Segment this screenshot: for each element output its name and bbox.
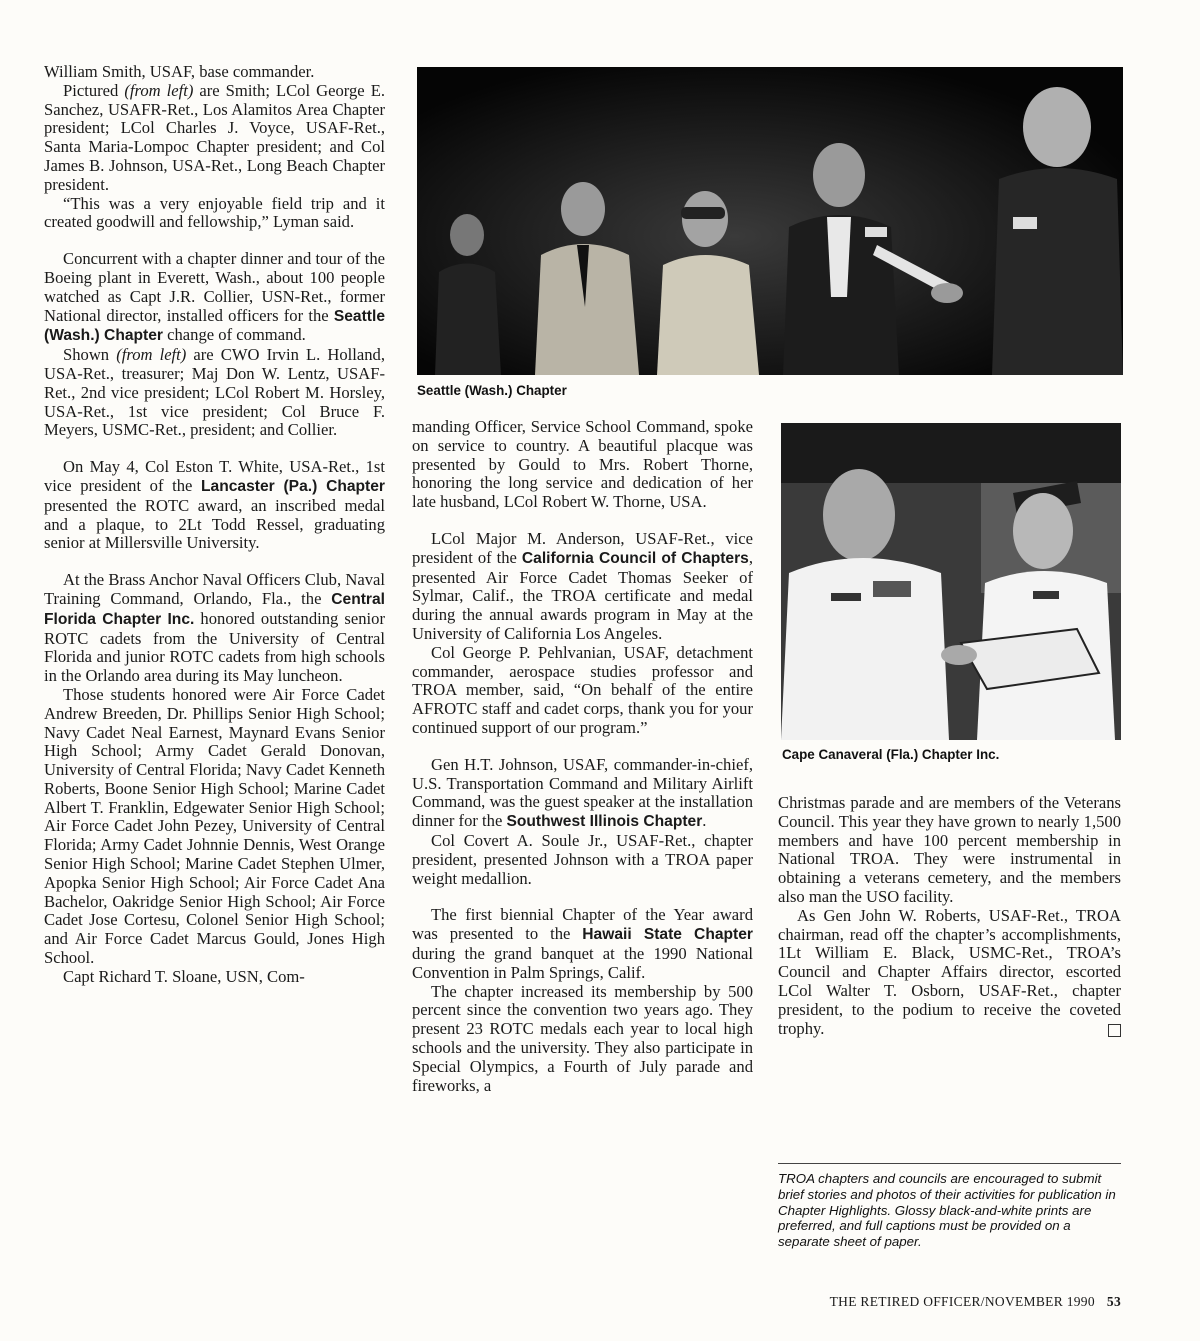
paragraph: Col Covert A. Soule Jr., USAF-Ret., chapter president, presented Johnson with a TROA paper weight medallion. bbox=[412, 830, 753, 888]
chapter-name: Seattle (Wash.) Chapter bbox=[44, 307, 385, 345]
paragraph: As Gen John W. Roberts, USAF-Ret., TROA chairman, read off the chapter’s accomplishments, 1Lt William E. Black, USMC-Ret., TROA’s Council and Chapter Affairs director, escorted LCol Walter T. Osborn, USAF-Ret., chapter president, to the podium to receive the coveted trophy. bbox=[778, 905, 1121, 1038]
seattle-chapter-photo bbox=[417, 67, 1123, 375]
paragraph: On May 4, Col Eston T. White, USA-Ret., 1st vice president of the Lancaster (Pa.) Chapter presented the ROTC award, an inscribed medal and a plaque, to 2Lt Todd Ressel, graduating senior at Millersville University. bbox=[44, 457, 385, 553]
paragraph: Pictured (from left) are Smith; LCol George E. Sanchez, USAFR-Ret., Los Alamitos Area Chapter president; LCol Charles J. Voyce, USAF-Ret., Santa Maria-Lompoc Chapter president; and Col James B. Johnson, USA-Ret., Long Beach Chapter president. bbox=[44, 80, 385, 194]
cape-photo-caption: Cape Canaveral (Fla.) Chapter Inc. bbox=[782, 747, 1000, 762]
chapter-name: Southwest Illinois Chapter bbox=[506, 813, 703, 831]
paragraph: William Smith, USAF, base commander. bbox=[44, 62, 315, 81]
article-column-2 bbox=[412, 418, 753, 1095]
paragraph: Col George P. Pehlvanian, USAF, detachment commander, aerospace studies professor and TROA member, said, “On behalf of the entire AFROTC staff and cadet corps, thank you for your continued support of our program.” bbox=[412, 642, 753, 737]
article-column-3 bbox=[778, 794, 1121, 1038]
page-number: 53 bbox=[1106, 1294, 1121, 1309]
cape-photo-illustration bbox=[781, 423, 1121, 740]
paragraph: Gen H.T. Johnson, USAF, commander-in-chief, U.S. Transportation Command and Military Airlift Command, was the guest speaker at the installation dinner for the Southwest Illinois Chapter. bbox=[412, 754, 753, 831]
paragraph: Christmas parade and are members of the Veterans Council. This year they have grown to nearly 1,500 members and have 100 percent membership in National TROA. They were instrumental in obtaining a veterans cemetery, and the members also man the USO facility. bbox=[778, 793, 1121, 906]
paragraph: Capt Richard T. Sloane, USN, Com- bbox=[63, 966, 305, 986]
page-footer bbox=[764, 1294, 1121, 1310]
seattle-photo-illustration bbox=[417, 67, 1123, 375]
article-column-1 bbox=[44, 63, 385, 987]
chapter-name: Lancaster (Pa.) Chapter bbox=[201, 477, 385, 495]
paragraph: Concurrent with a chapter dinner and tour of the Boeing plant in Everett, Wash., about 100 people watched as Capt J.R. Collier, USN-Ret., former National director, installed officers for the Seattle (Wash.) Chapter change of command. bbox=[44, 249, 385, 345]
chapter-name: Hawaii State Chapter bbox=[582, 926, 753, 944]
chapter-name: Central Florida Chapter Inc. bbox=[44, 590, 385, 628]
paragraph: The first biennial Chapter of the Year award was presented to the Hawaii State Chapter during the grand banquet at the 1990 National Convention in Palm Springs, Calif. bbox=[412, 905, 753, 982]
chapter-name: California Council of Chapters bbox=[521, 549, 749, 567]
paragraph: The chapter increased its membership by 500 percent since the convention two years ago. They present 23 ROTC medals each year to local high schools and the university. They also participate in Special Olympics, a Fourth of July parade and fireworks, a bbox=[412, 981, 753, 1095]
paragraph: manding Officer, Service School Command, spoke on service to country. A beautiful placque was presented by Gould to Mrs. Robert Thorne, honoring the long service and dedication of her late husband, LCol Robert W. Thorne, USA. bbox=[412, 417, 753, 512]
paragraph: LCol Major M. Anderson, USAF-Ret., vice president of the California Council of Chapters, presented Air Force Cadet Thomas Seeker of Sylmar, Calif., the TROA certificate and medal during the annual awards program in May at the University of California Los Angeles. bbox=[412, 528, 753, 643]
cape-canaveral-photo bbox=[781, 423, 1121, 740]
end-mark-icon bbox=[1108, 1024, 1121, 1037]
publication-line: THE RETIRED OFFICER/NOVEMBER 1990 bbox=[829, 1294, 1095, 1309]
paragraph: “This was a very enjoyable field trip and it created goodwill and fellowship,” Lyman said. bbox=[44, 193, 385, 232]
submission-note: TROA chapters and councils are encouraged to submit brief stories and photos of their activities for publication in Chapter Highlights. Glossy black-and-white prints are preferred, and full captions must be provided on a separate sheet of paper. bbox=[778, 1163, 1121, 1250]
paragraph: Those students honored were Air Force Cadet Andrew Breeden, Dr. Phillips Senior High School; Navy Cadet Neal Earnest, Maynard Evans Senior High School; Army Cadet Gerald Donovan, University of Central Florida; Navy Cadet Kenneth Roberts, Boone Senior High School; Marine Cadet Albert T. Franklin, Edgewater Senior High School; Air Force Cadet John Pezey, University of Central Florida; Army Cadet Johnnie Dennis, West Orange Senior High School; Marine Cadet Stephen Ulmer, Apopka Senior High School; Air Force Cadet Ana Bachelor, Oakridge Senior High School; Air Force Cadet Jose Cortesu, Colonel Senior High School; and Air Force Cadet Marcus Gould, Jones High School. bbox=[44, 684, 386, 968]
paragraph: At the Brass Anchor Naval Officers Club, Naval Training Command, Orlando, Fla., the Central Florida Chapter Inc. honored outstanding senior ROTC cadets from the University of Central Florida and junior ROTC cadets from high schools in the Orlando area during its May luncheon. bbox=[44, 570, 385, 686]
paragraph: Shown (from left) are CWO Irvin L. Holland, USA-Ret., treasurer; Maj Don W. Lentz, USAF-Ret., 2nd vice president; LCol Robert M. Horsley, USA-Ret., 1st vice president; Col Bruce F. Meyers, USMC-Ret., president; and Collier. bbox=[44, 345, 385, 440]
seattle-photo-caption: Seattle (Wash.) Chapter bbox=[417, 383, 567, 398]
